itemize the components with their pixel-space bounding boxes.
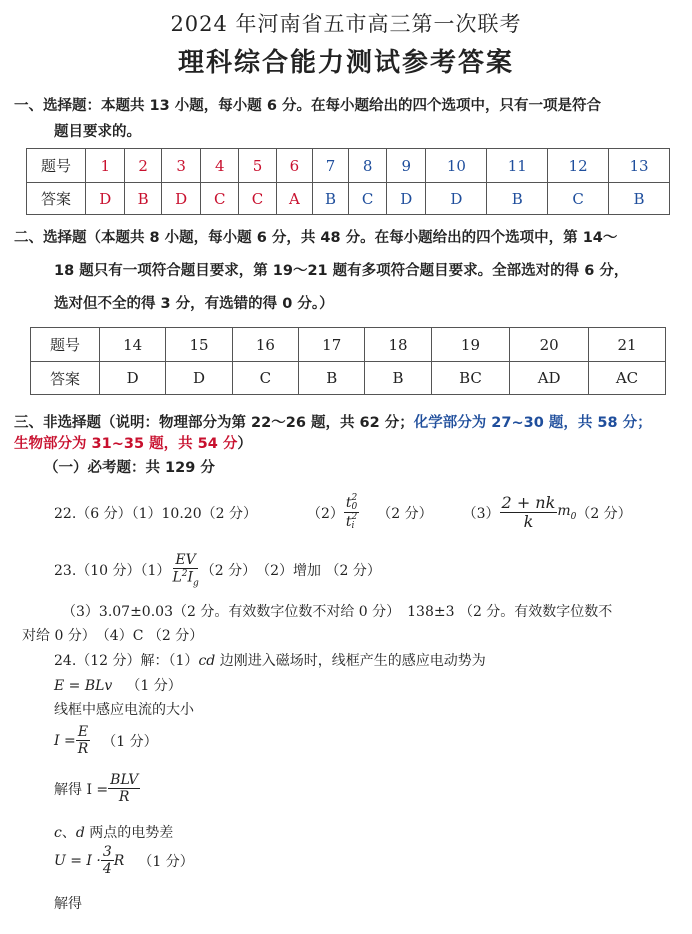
q22-mass-m: m	[557, 503, 571, 520]
section1-answer-cell: D	[161, 183, 200, 215]
section2-question-cell: 14	[100, 328, 166, 362]
q22-mass-sub: 0	[570, 512, 577, 523]
q24-eq4-num: 3	[102, 844, 112, 860]
exam-title: 2024 年河南省五市高三第一次联考	[170, 12, 522, 36]
q23-f-den-i: I	[187, 569, 193, 586]
q23-fraction	[170, 552, 200, 589]
q24-eq4-score: （1 分）	[138, 853, 194, 870]
q24-eq4-fraction	[101, 844, 114, 877]
q23-answer-line1	[54, 552, 381, 589]
q24-eq4-den: 4	[102, 861, 112, 878]
section1-answer-cell: D	[86, 183, 125, 215]
section1-question-cell: 4	[201, 149, 239, 183]
q24-line6-c: c	[54, 825, 62, 841]
section2-question-cell: 19	[431, 328, 510, 362]
q22-f1-num-sup: 2	[351, 493, 358, 504]
section3-header-line2	[14, 432, 252, 453]
q24-eq2-score: （1 分）	[102, 733, 158, 750]
q22-f1-num: t	[345, 495, 352, 512]
section1-answer-cell: C	[548, 183, 609, 215]
section2-answer-cell: B	[365, 362, 431, 395]
section1-question-cell: 10	[426, 149, 487, 183]
q24-eq2	[54, 724, 158, 757]
q24-line6-sep: 、	[61, 825, 76, 841]
section2-question-cell: 20	[510, 328, 589, 362]
section1-answer-cell: B	[609, 183, 670, 215]
q22-part3-label: （3）	[462, 505, 500, 522]
q24-eq3-den: R	[118, 789, 130, 806]
q23-answer-line2: （3）3.07±0.03（2 分。有效数字位数不对给 0 分） 138±3 （2 分。有效数字位数不	[62, 604, 613, 620]
q24-eq3-num: BLV	[110, 772, 139, 788]
q22-f2-num: 2 + nk	[501, 493, 556, 512]
section3-chemistry-note: 化学部分为 27~30 题，共 58 分；	[413, 415, 652, 431]
q22-f1-den-sub: i	[351, 521, 355, 532]
section1-answer-cell: B	[312, 183, 348, 215]
q24-line6-rest: 两点的电势差	[84, 825, 174, 841]
q22-f1-den: t	[345, 514, 352, 531]
section1-answer-table	[26, 148, 670, 215]
q24-eq2-lhs: I =	[54, 732, 76, 749]
q24-eq3-fraction	[108, 772, 140, 805]
section2-answer-row	[31, 362, 666, 395]
section2-answer-cell: D	[100, 362, 166, 395]
q22-fraction-time-ratio	[344, 494, 359, 531]
section1-label-answer: 答案	[27, 183, 86, 215]
q24-line1-rest: 边刚进入磁场时，线框产生的感应电动势为	[215, 653, 486, 669]
section1-answer-cell: C	[349, 183, 387, 215]
q24-line6	[54, 822, 173, 842]
q24-eq4-r: R	[113, 852, 125, 869]
section1-question-cell: 3	[161, 149, 200, 183]
q24-line1-lead: 24.（12 分）解：（1）	[54, 653, 199, 669]
section2-answer-cell: BC	[431, 362, 510, 395]
section1-label-question: 题号	[27, 149, 86, 183]
section2-question-cell: 16	[232, 328, 298, 362]
section2-answer-cell: C	[232, 362, 298, 395]
q24-eq3-lhs: 解得 I =	[54, 781, 109, 798]
q24-line6-d: d	[75, 825, 85, 841]
q23-f-den-sub: g	[193, 578, 199, 589]
section2-answer-cell: AC	[589, 362, 666, 395]
section2-label-question: 题号	[31, 328, 100, 362]
q22-f1-num-sub: 0	[351, 502, 358, 513]
q24-line1	[54, 650, 486, 670]
q22-part1: 22.（6 分）（1）10.20（2 分）	[54, 505, 257, 522]
section2-question-cell: 18	[365, 328, 431, 362]
q24-eq1	[54, 675, 182, 695]
section2-question-cell: 21	[589, 328, 666, 362]
section2-answer-cell: AD	[510, 362, 589, 395]
section3-close-paren: ）	[237, 436, 252, 452]
section1-question-cell: 11	[487, 149, 548, 183]
section1-intro-line1: 一、选择题：本题共 13 小题，每小题 6 分。在每小题给出的四个选项中，只有一项是符合	[14, 98, 601, 114]
section2-answer-table	[30, 327, 666, 395]
q23-part1-score-part2: （2 分） （2）增加 （2 分）	[200, 563, 381, 580]
section2-label-answer: 答案	[31, 362, 100, 395]
q24-eq4	[54, 844, 194, 877]
section3-biology-note: 生物部分为 31~35 题，共 54 分	[14, 436, 238, 452]
q23-part1: 23.（10 分）（1）	[54, 563, 171, 580]
section3-required-heading: （一）必考题：共 129 分	[44, 460, 215, 476]
q24-eq3	[54, 772, 140, 805]
section2-question-cell: 15	[166, 328, 232, 362]
section3-physics-note: 三、非选择题（说明：物理部分为第 22～26 题，共 62 分；	[14, 415, 414, 431]
section1-answer-cell: D	[426, 183, 487, 215]
q24-eq2-fraction	[76, 724, 91, 757]
section1-question-row	[27, 149, 670, 183]
q22-mass-symbol	[557, 503, 576, 522]
section2-question-row	[31, 328, 666, 362]
q22-part2-label: （2）	[306, 505, 344, 522]
section2-answer-cell: B	[299, 362, 365, 395]
q22-f1-den-sup: 2	[351, 512, 358, 523]
section1-question-cell: 5	[239, 149, 277, 183]
section1-question-cell: 1	[86, 149, 125, 183]
section1-question-cell: 6	[276, 149, 312, 183]
q23-f-num: EV	[175, 552, 196, 568]
section2-question-cell: 17	[299, 328, 365, 362]
q24-eq1-expr: E = BLv	[54, 678, 113, 694]
section1-answer-cell: C	[239, 183, 277, 215]
section2-intro-line3: 选对但不全的得 3 分，有选错的得 0 分。）	[54, 296, 334, 312]
section1-question-cell: 8	[349, 149, 387, 183]
q23-answer-line3: 对给 0 分） （4）C （2 分）	[22, 628, 204, 644]
q24-eq2-num: E	[77, 724, 89, 740]
q24-line3: 线框中感应电流的大小	[54, 702, 194, 718]
section3-header	[14, 411, 652, 432]
q24-eq2-den: R	[77, 741, 89, 758]
section1-answer-row	[27, 183, 670, 215]
q24-last-line: 解得	[54, 896, 82, 912]
section2-answer-cell: D	[166, 362, 232, 395]
q24-eq4-lhs: U = I ·	[54, 852, 101, 869]
q23-f-den-l: L	[172, 569, 182, 586]
section1-answer-cell: D	[387, 183, 426, 215]
q22-part3-score: （2 分）	[576, 505, 632, 522]
exam-subtitle: 理科综合能力测试参考答案	[177, 48, 514, 78]
q22-f2-den: k	[523, 512, 534, 532]
section1-question-cell: 7	[312, 149, 348, 183]
section2-intro-line2: 18 题只有一项符合题目要求，第 19～21 题有多项符合题目要求。全部选对的得 6 分，	[54, 263, 629, 279]
section1-question-cell: 13	[609, 149, 670, 183]
q23-f-den-sup: 2	[181, 569, 188, 580]
section1-question-cell: 9	[387, 149, 426, 183]
q22-fraction-mass	[500, 494, 558, 532]
q22-answer	[54, 494, 632, 532]
section1-question-cell: 2	[125, 149, 161, 183]
q24-line1-cd: cd	[198, 653, 216, 669]
section1-answer-cell: A	[276, 183, 312, 215]
section1-intro-line2: 题目要求的。	[54, 124, 141, 140]
section2-intro-line1: 二、选择题（本题共 8 小题，每小题 6 分，共 48 分。在每小题给出的四个选项中，第 14～	[14, 230, 618, 246]
section1-answer-cell: C	[201, 183, 239, 215]
q24-eq1-score: （1 分）	[126, 678, 182, 694]
section1-answer-cell: B	[487, 183, 548, 215]
section1-question-cell: 12	[548, 149, 609, 183]
q22-part2-score: （2 分）	[377, 505, 433, 522]
section1-answer-cell: B	[125, 183, 161, 215]
